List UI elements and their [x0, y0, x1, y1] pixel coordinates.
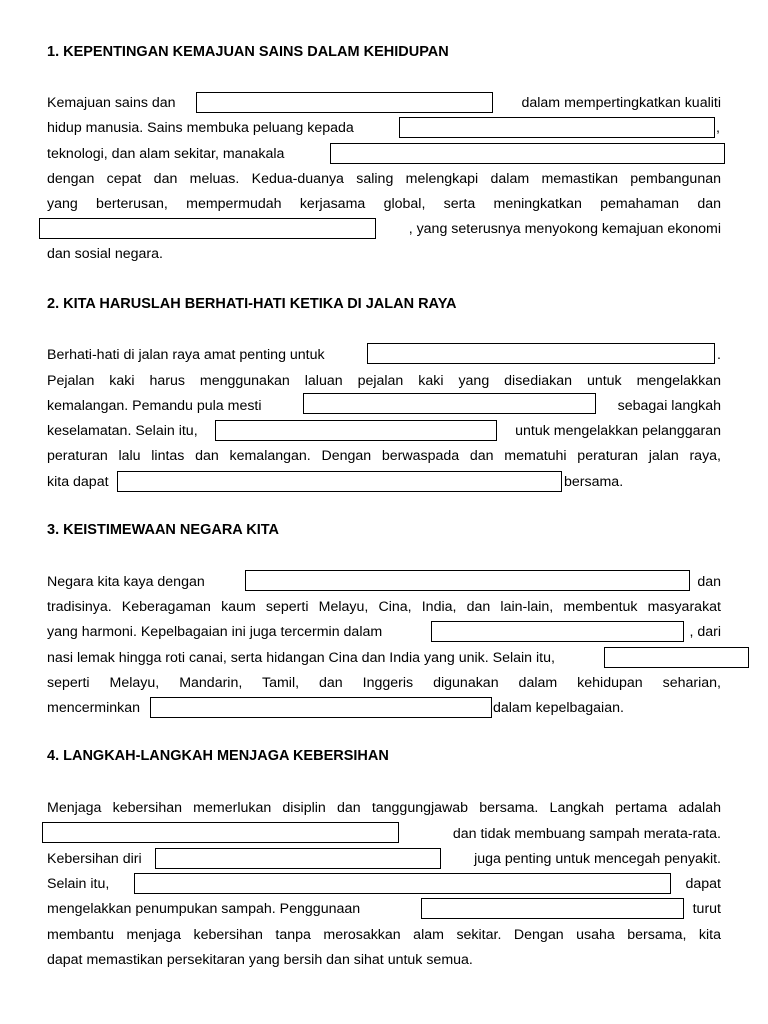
s3-line3-end: , dari — [689, 624, 721, 640]
s4-line4-end: dapat — [685, 876, 721, 892]
s3-blank-3[interactable] — [604, 647, 749, 668]
s3-line6-start: mencerminkan — [47, 700, 141, 716]
section-1-heading: 1. KEPENTINGAN KEMAJUAN SAINS DALAM KEHIDUPAN — [47, 44, 449, 60]
s1-blank-3[interactable] — [330, 143, 725, 164]
s3-line6-end: dalam kepelbagaian. — [493, 700, 624, 716]
s4-line4-start: Selain itu, — [47, 876, 110, 892]
s1-blank-1[interactable] — [196, 92, 493, 113]
s4-line5-start: mengelakkan penumpukan sampah. Penggunaan — [47, 901, 361, 917]
s1-line1-end: dalam mempertingkatkan kualiti — [521, 95, 721, 111]
s2-blank-1[interactable] — [367, 343, 715, 364]
s2-line4-end: untuk mengelakkan pelanggaran — [515, 423, 721, 439]
s1-blank-2[interactable] — [399, 117, 715, 138]
s2-line3-start: kemalangan. Pemandu pula mesti — [47, 398, 262, 414]
s3-line1-end: dan — [697, 574, 721, 590]
s2-line6-start: kita dapat — [47, 474, 109, 490]
s2-line5: peraturan lalu lintas dan kemalangan. Dengan berwaspada dan mematuhi peraturan jalan raya, — [47, 448, 721, 464]
s4-line7: dapat memastikan persekitaran yang bersih dan sihat untuk semua. — [47, 952, 473, 968]
s3-blank-1[interactable] — [245, 570, 690, 591]
s4-line3-end: juga penting untuk mencegah penyakit. — [474, 851, 721, 867]
s3-line2: tradisinya. Keberagaman kaum seperti Melayu, Cina, India, dan lain-lain, membentuk masyarakat — [47, 599, 721, 615]
s2-line4-start: keselamatan. Selain itu, — [47, 423, 198, 439]
s4-line6: membantu menjaga kebersihan tanpa merosakkan alam sekitar. Dengan usaha bersama, kita — [47, 927, 721, 943]
s3-line4-start: nasi lemak hingga roti canai, serta hidangan Cina dan India yang unik. Selain itu, — [47, 650, 555, 666]
s1-blank-4[interactable] — [39, 218, 376, 239]
s2-line3-end: sebagai langkah — [617, 398, 721, 414]
s1-line7: dan sosial negara. — [47, 246, 163, 262]
s4-line3-start: Kebersihan diri — [47, 851, 142, 867]
s1-line6-end: , yang seterusnya menyokong kemajuan ekonomi — [408, 221, 721, 237]
s3-line3-start: yang harmoni. Kepelbagaian ini juga tercermin dalam — [47, 624, 383, 640]
section-4-heading: 4. LANGKAH-LANGKAH MENJAGA KEBERSIHAN — [47, 748, 389, 764]
s4-blank-4[interactable] — [421, 898, 684, 919]
section-2-heading: 2. KITA HARUSLAH BERHATI-HATI KETIKA DI JALAN RAYA — [47, 296, 457, 312]
s2-blank-3[interactable] — [215, 420, 497, 441]
s3-line1-start: Negara kita kaya dengan — [47, 574, 205, 590]
s1-line2-end: , — [716, 120, 720, 136]
s3-blank-4[interactable] — [150, 697, 492, 718]
s1-line1-start: Kemajuan sains dan — [47, 95, 176, 111]
s4-blank-2[interactable] — [155, 848, 441, 869]
s2-line2: Pejalan kaki harus menggunakan laluan pejalan kaki yang disediakan untuk mengelakkan — [47, 373, 721, 389]
s4-line1: Menjaga kebersihan memerlukan disiplin dan tanggungjawab bersama. Langkah pertama adalah — [47, 800, 721, 816]
s2-line1-start: Berhati-hati di jalan raya amat penting untuk — [47, 347, 325, 363]
section-3-heading: 3. KEISTIMEWAAN NEGARA KITA — [47, 522, 280, 538]
s2-line1-end: . — [717, 347, 721, 363]
s1-line2-start: hidup manusia. Sains membuka peluang kepada — [47, 120, 354, 136]
s2-blank-4[interactable] — [117, 471, 562, 492]
s2-blank-2[interactable] — [303, 393, 596, 414]
s4-line5-end: turut — [692, 901, 721, 917]
s2-line6-end: bersama. — [564, 474, 624, 490]
s1-line5: yang berterusan, mempermudah kerjasama global, serta meningkatkan pemahaman dan — [47, 196, 721, 212]
s4-blank-3[interactable] — [134, 873, 671, 894]
s3-blank-2[interactable] — [431, 621, 684, 642]
s3-line5: seperti Melayu, Mandarin, Tamil, dan Inggeris digunakan dalam kehidupan seharian, — [47, 675, 721, 691]
s4-blank-1[interactable] — [42, 822, 399, 843]
s1-line4: dengan cepat dan meluas. Kedua-duanya saling melengkapi dalam memastikan pembangunan — [47, 171, 721, 187]
s1-line3-start: teknologi, dan alam sekitar, manakala — [47, 146, 285, 162]
s4-line2-end: dan tidak membuang sampah merata-rata. — [452, 826, 721, 842]
